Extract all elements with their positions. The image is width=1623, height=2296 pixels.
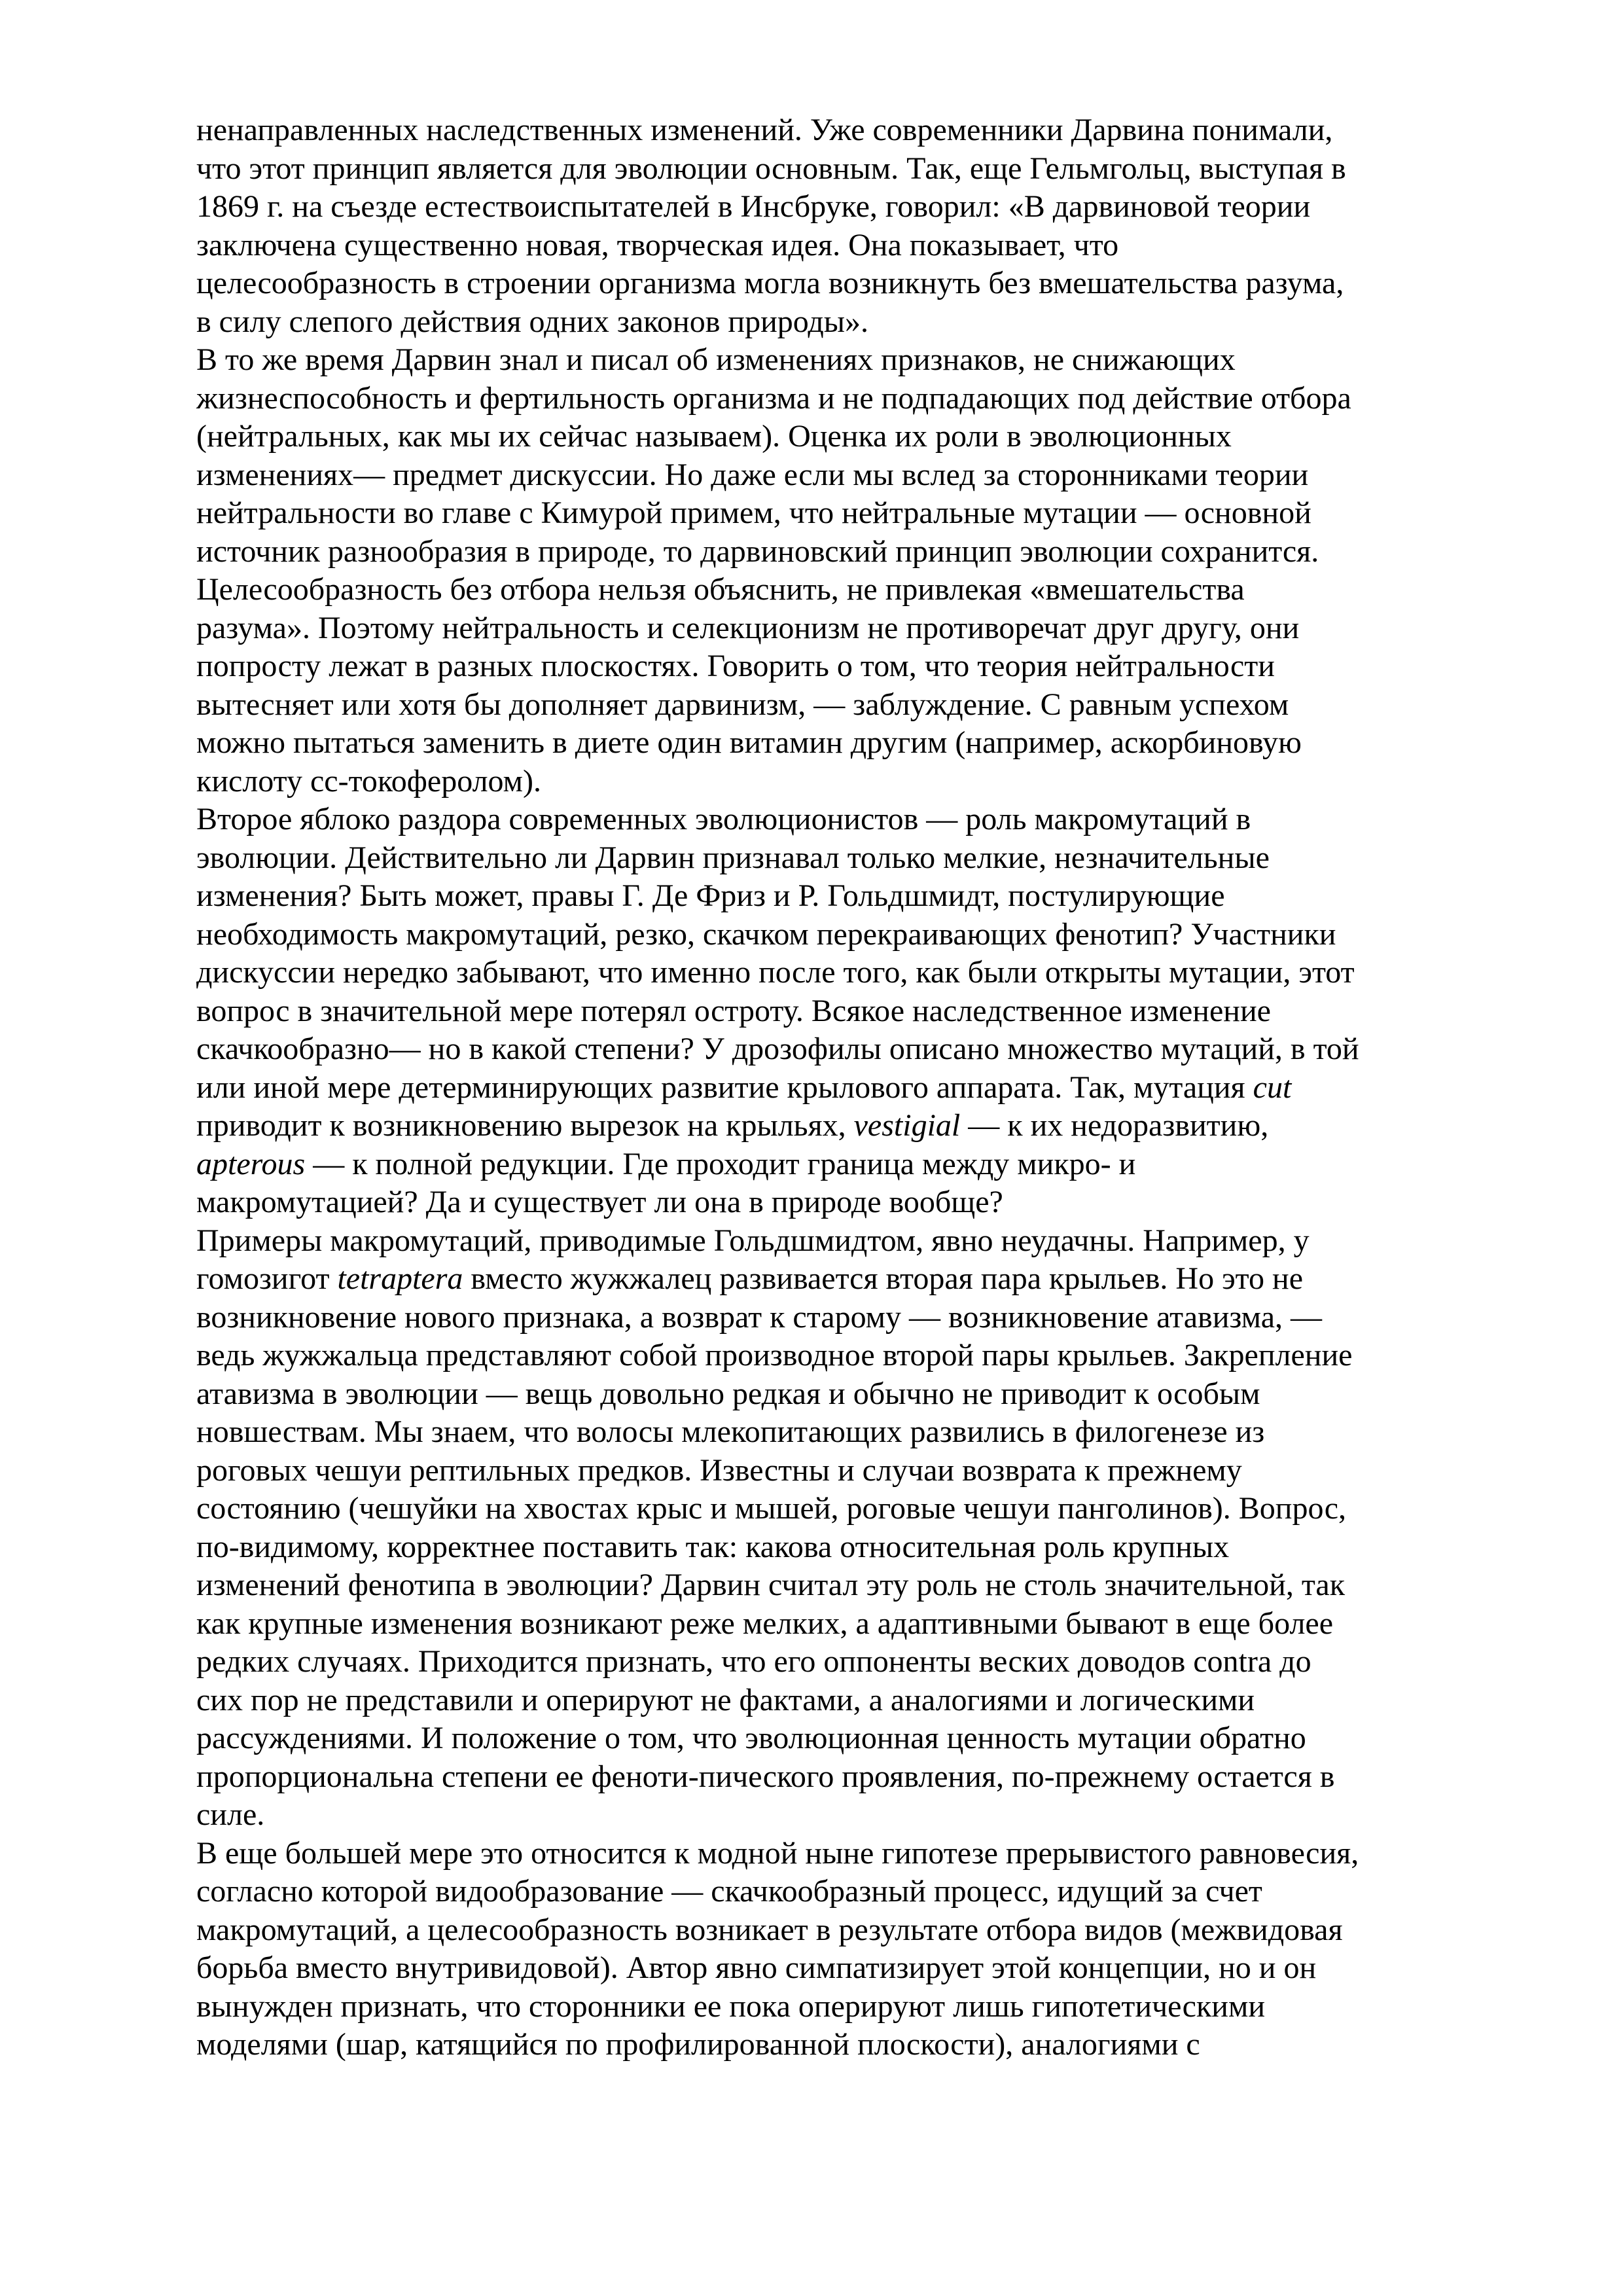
text-line — [196, 877, 1427, 916]
document-page — [196, 111, 1427, 2064]
text-segment: макромутаций, а целесообразность возникает в результате отбора видов (межвидовая — [196, 1912, 1343, 1947]
text-line — [196, 686, 1427, 725]
text-segment: возникновение нового признака, а возврат к старому — возникновение атавизма, — — [196, 1299, 1323, 1335]
text-segment: Второе яблоко раздора современных эволюционистов — роль макромутаций в — [196, 802, 1251, 836]
text-line — [196, 226, 1427, 265]
text-segment: борьба вместо внутривидовой). Автор явно симпатизирует этой концепции, но и он — [196, 1950, 1317, 1985]
text-line — [196, 1299, 1427, 1337]
text-line — [196, 456, 1427, 495]
text-segment: источник разнообразия в природе, то дарвиновский принцип эволюции сохранится. — [196, 533, 1319, 569]
text-segment: атавизма в эволюции — вещь довольно редкая и обычно не приводит к особым — [196, 1376, 1260, 1411]
text-line — [196, 533, 1427, 571]
text-segment: скачкообразно— но в какой степени? У дрозофилы описано множество мутаций, в той — [196, 1031, 1359, 1066]
text-line — [196, 571, 1427, 609]
text-line — [196, 150, 1427, 188]
text-line — [196, 916, 1427, 954]
text-segment: моделями (шар, катящийся по профилированной плоскости), аналогиями с — [196, 2027, 1200, 2062]
text-segment: как крупные изменения возникают реже мелких, а адаптивными бывают в еще более — [196, 1605, 1333, 1641]
text-line — [196, 1911, 1427, 1950]
italic-term: apterous — [196, 1146, 306, 1181]
text-line — [196, 1107, 1427, 1145]
text-line — [196, 1719, 1427, 1758]
text-line — [196, 839, 1427, 878]
text-segment: В еще большей мере это относится к модной ныне гипотезе прерывистого равновесия, — [196, 1835, 1359, 1871]
text-line — [196, 1949, 1427, 1988]
text-segment: что этот принцип является для эволюции основным. Так, еще Гельмгольц, выступая в — [196, 151, 1346, 186]
text-segment: (нейтральных, как мы их сейчас называем). Оценка их роли в эволюционных — [196, 419, 1232, 454]
text-line — [196, 1260, 1427, 1299]
text-line — [196, 1030, 1427, 1069]
text-segment: жизнеспособность и фертильность организма и не подпадающих под действие отбора — [196, 380, 1351, 416]
text-line — [196, 1069, 1427, 1107]
text-segment: по-видимому, корректнее поставить так: какова относительная роль крупных — [196, 1529, 1230, 1564]
text-line — [196, 1835, 1427, 1873]
text-line — [196, 1222, 1427, 1261]
text-line — [196, 111, 1427, 150]
text-segment: пропорциональна степени ее феноти-пического проявления, по-прежнему остается в — [196, 1759, 1335, 1794]
text-segment: необходимость макромутаций, резко, скачком перекраивающих фенотип? Участники — [196, 916, 1336, 952]
text-line — [196, 1566, 1427, 1605]
text-line — [196, 2026, 1427, 2064]
paragraph-2 — [196, 341, 1427, 800]
text-line — [196, 494, 1427, 533]
text-segment: вынужден признать, что сторонники ее пока оперируют лишь гипотетическими — [196, 1988, 1266, 2024]
text-segment: согласно которой видообразование — скачкообразный процесс, идущий за счет — [196, 1874, 1262, 1909]
text-segment: попросту лежат в разных плоскостях. Говорить о том, что теория нейтральности — [196, 649, 1275, 683]
text-segment: силе. — [196, 1797, 265, 1832]
text-line — [196, 188, 1427, 226]
text-segment: ненаправленных наследственных изменений. Уже современники Дарвина понимали, — [196, 113, 1333, 147]
text-segment: целесообразность в строении организма могла возникнуть без вмешательства разума, — [196, 266, 1344, 300]
text-line — [196, 647, 1427, 686]
text-line — [196, 1452, 1427, 1490]
text-segment: сих пор не представили и оперируют не фактами, а аналогиями и логическими — [196, 1682, 1255, 1717]
italic-term: cut — [1253, 1069, 1292, 1105]
text-line — [196, 762, 1427, 801]
paragraph-4 — [196, 1222, 1427, 1835]
text-line — [196, 992, 1427, 1031]
text-segment: дискуссии нередко забывают, что именно после того, как были открыты мутации, этот — [196, 955, 1355, 990]
text-segment: изменения? Быть может, правы Г. Де Фриз и Р. Гольдшмидт, постулирующие — [196, 878, 1225, 913]
italic-term: tetraptera — [337, 1261, 463, 1296]
text-line — [196, 800, 1427, 839]
text-segment: в силу слепого действия одних законов природы». — [196, 304, 869, 339]
text-segment: разума». Поэтому нейтральность и селекционизм не противоречат друг другу, они — [196, 610, 1300, 645]
text-line — [196, 380, 1427, 418]
text-line — [196, 264, 1427, 303]
text-line — [196, 1413, 1427, 1452]
text-line — [196, 1605, 1427, 1643]
text-line — [196, 1988, 1427, 2026]
text-line — [196, 724, 1427, 762]
text-segment: — к полной редукции. Где проходит граница между микро- и — [305, 1146, 1136, 1181]
text-line — [196, 341, 1427, 380]
text-segment: или иной мере детерминирующих развитие крылового аппарата. Так, мутация — [196, 1069, 1253, 1105]
text-line — [196, 1873, 1427, 1911]
text-segment: рассуждениями. И положение о том, что эволюционная ценность мутации обратно — [196, 1721, 1306, 1755]
text-segment: вместо жужжалец развивается вторая пара крыльев. Но это не — [463, 1261, 1303, 1296]
italic-term: vestigial — [853, 1108, 961, 1143]
text-segment: вопрос в значительной мере потерял остроту. Всякое наследственное изменение — [196, 993, 1271, 1028]
text-segment: состоянию (чешуйки на хвостах крыс и мышей, роговые чешуи панголинов). Вопрос, — [196, 1491, 1346, 1526]
text-line — [196, 1183, 1427, 1222]
text-segment: вытесняет или хотя бы дополняет дарвинизм, — заблуждение. С равным успехом — [196, 687, 1289, 722]
text-line — [196, 1681, 1427, 1720]
text-segment: гомозигот — [196, 1261, 338, 1296]
text-line — [196, 1643, 1427, 1681]
text-segment: приводит к возникновению вырезок на крыльях, — [196, 1108, 854, 1143]
text-segment: — к их недоразвитию, — [960, 1108, 1269, 1143]
text-segment: В то же время Дарвин знал и писал об изменениях признаков, не снижающих — [196, 342, 1236, 377]
text-segment: макромутацией? Да и существует ли она в природе вообще? — [196, 1185, 1003, 1219]
text-segment: кислоту сс-токоферолом). — [196, 763, 541, 798]
text-segment: можно пытаться заменить в диете один витамин другим (например, аскорбиновую — [196, 725, 1302, 760]
text-line — [196, 954, 1427, 992]
text-line — [196, 1336, 1427, 1375]
text-line — [196, 1375, 1427, 1414]
text-line — [196, 1528, 1427, 1567]
text-segment: эволюции. Действительно ли Дарвин признавал только мелкие, незначительные — [196, 840, 1270, 875]
paragraph-5 — [196, 1835, 1427, 2064]
text-segment: 1869 г. на съезде естествоиспытателей в Инсбруке, говорил: «В дарвиновой теории — [196, 189, 1311, 224]
text-line — [196, 1490, 1427, 1528]
text-segment: изменений фенотипа в эволюции? Дарвин считал эту роль не столь значительной, так — [196, 1568, 1346, 1602]
text-segment: заключена существенно новая, творческая идея. Она показывает, что — [196, 227, 1119, 262]
text-segment: редких случаях. Приходится признать, что его оппоненты веских доводов contra до — [196, 1644, 1311, 1679]
text-segment: роговых чешуи рептильных предков. Известны и случаи возврата к прежнему — [196, 1452, 1242, 1488]
text-line — [196, 1145, 1427, 1184]
text-segment: Примеры макромутаций, приводимые Гольдшмидтом, явно неудачны. Например, у — [196, 1223, 1310, 1258]
paragraph-1 — [196, 111, 1427, 341]
text-line — [196, 609, 1427, 648]
text-segment: новшествам. Мы знаем, что волосы млекопитающих развились в филогенезе из — [196, 1414, 1265, 1449]
text-segment: нейтральности во главе с Кимурой примем, что нейтральные мутации — основной — [196, 495, 1311, 530]
text-segment: ведь жужжальца представляют собой производное второй пары крыльев. Закрепление — [196, 1338, 1353, 1372]
text-line — [196, 1758, 1427, 1797]
text-line — [196, 303, 1427, 342]
text-line — [196, 1796, 1427, 1835]
text-segment: Целесообразность без отбора нельзя объяснить, не привлекая «вмешательства — [196, 572, 1245, 607]
paragraph-3 — [196, 800, 1427, 1222]
text-line — [196, 418, 1427, 456]
text-segment: изменениях— предмет дискуссии. Но даже если мы вслед за сторонниками теории — [196, 457, 1309, 492]
